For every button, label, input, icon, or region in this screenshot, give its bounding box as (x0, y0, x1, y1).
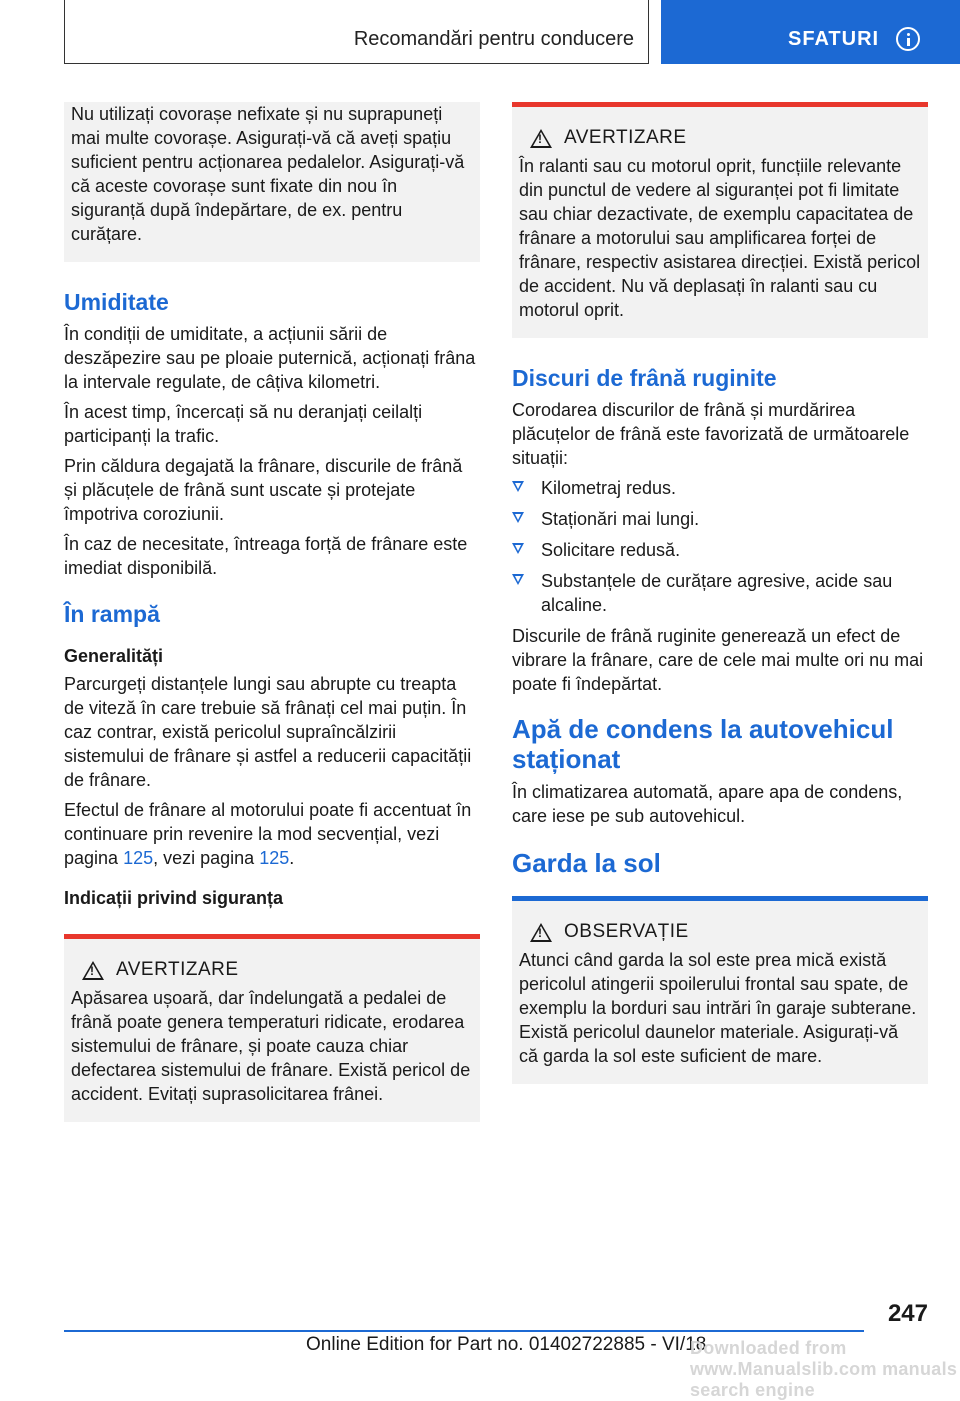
safety-heading: Indicații privind siguranța (64, 888, 284, 908)
condensation-text: În climatizarea automată, apare apa de condens, care iese pe sub autovehicul. (512, 782, 903, 826)
brake-warning-box (64, 934, 480, 1122)
floor-mat-note (64, 102, 480, 262)
list-item-text: Substanțele de curățare agresive, acide sau alcaline. (541, 571, 893, 615)
brake-warning-heading (71, 958, 473, 982)
list-item (512, 538, 928, 562)
humidity-paragraph-4: În caz de necesitate, întreaga forță de frânare este imediat disponibilă. (64, 534, 468, 578)
general-heading: Generalități (64, 646, 164, 666)
idle-warning-heading (519, 126, 921, 150)
left-column (64, 102, 480, 1122)
header-title-box (64, 0, 649, 64)
list-item (512, 569, 928, 617)
page-link-125[interactable]: 125 (123, 848, 154, 868)
clearance-notice-title: OBSERVAȚIE (564, 921, 689, 942)
idle-warning-text: În ralanti sau cu motorul oprit, funcțiile relevante din punctul de vedere al siguranței pot fi limitate sau chiar dezactivate, de exemplu capacitatea de frânare a motorului sau amplificarea forței de frânare, respectiv asistarea direcției. Există pericol de accident. Nu vă deplasați în ralanti sau cu motorul oprit. (519, 156, 921, 320)
footer-watermark: Downloaded from www.Manualslib.com manuals search engine (690, 1338, 958, 1400)
clearance-notice-heading (519, 920, 921, 944)
ground-clearance-heading: Garda la sol (512, 848, 661, 878)
clearance-notice-text: Atunci când garda la sol este prea mică există pericolul atingerii spoilerului frontal sau spate, de exemplu la borduri sau intrări în garaje subterane. Există pericolul daunelor materiale. Asigurați-vă că garda la sol este suficient de mare. (519, 950, 917, 1066)
list-item (512, 507, 928, 531)
general-paragraph-2-text-a: Efectul de frânare al motorului poate fi accentuat în continuare prin revenire la mod secvențial, vezi pagina (64, 800, 472, 868)
page-link-125-second[interactable]: 125 (259, 848, 290, 868)
warning-icon (82, 961, 104, 980)
bullet-triangle-icon (512, 543, 524, 554)
general-paragraph-2 (64, 798, 480, 870)
header-title: Recomandări pentru conducere (353, 28, 634, 50)
rust-heading: Discuri de frână ruginite (512, 365, 777, 391)
list-item-text: Staționări mai lungi. (541, 509, 700, 529)
general-paragraph-2-text-c: . (289, 848, 295, 868)
list-item (512, 476, 928, 500)
warning-icon (530, 129, 552, 148)
rust-intro: Corodarea discurilor de frână și murdărirea plăcuțelor de frână este favorizată de următoarele situații: (512, 400, 910, 468)
clearance-notice-box (512, 896, 928, 1084)
ramp-heading: În rampă (64, 601, 160, 627)
brake-warning-title: AVERTIZARE (116, 959, 239, 980)
info-icon (896, 27, 920, 51)
humidity-paragraph-2: În acest timp, încercați să nu deranjați ceilalți participanți la trafic. (64, 402, 423, 446)
humidity-paragraph-1: În condiții de umiditate, a acțiunii sării de deszăpezire sau pe ploaie puternică, acționați frâna la intervale regulate, de câțiva kilometri. (64, 324, 476, 392)
footer-rule (64, 1330, 864, 1332)
warning-icon (530, 923, 552, 942)
condensation-heading: Apă de condens la autovehicul staționat (512, 714, 894, 774)
idle-warning-box (512, 102, 928, 338)
humidity-paragraph-3: Prin căldura degajată la frânare, discurile de frână și plăcuțele de frână sunt uscate și protejate împotriva coroziunii. (64, 456, 463, 524)
rust-outro: Discurile de frână ruginite generează un efect de vibrare la frânare, care de cele mai multe ori nu mai poate fi îndepărtat. (512, 626, 924, 694)
bullet-triangle-icon (512, 481, 524, 492)
bullet-triangle-icon (512, 512, 524, 523)
right-column (512, 102, 928, 1084)
list-item-text: Kilometraj redus. (541, 478, 677, 498)
humidity-heading: Umiditate (64, 289, 169, 315)
idle-warning-title: AVERTIZARE (564, 127, 687, 148)
footer-edition: Online Edition for Part no. 01402722885 - VI/18 (306, 1334, 707, 1355)
header-section-tab (661, 0, 960, 64)
header-section-label: SFATURI (788, 28, 880, 50)
list-item-text: Solicitare redusă. (541, 540, 681, 560)
floor-mat-note-text: Nu utilizați covorașe nefixate și nu suprapuneți mai multe covorașe. Asigurați-vă că aveți spațiu suficient pentru acționarea pedalelor. Asigurați-vă că aceste covorașe sunt fixate din nou în siguranță după îndepărtare, de ex. pentru curățare. (71, 104, 465, 244)
general-paragraph-1: Parcurgeți distanțele lungi sau abrupte cu treapta de viteză în care trebuie să frânați cel mai puțin. În caz contrar, există pericolul supraîncălzirii sistemului de frânare și astfel a reducerii capacității de frânare. (64, 674, 472, 790)
bullet-triangle-icon (512, 574, 524, 585)
general-paragraph-2-text-b: , vezi pagina (153, 848, 260, 868)
rust-causes-list (512, 476, 928, 617)
brake-warning-text: Apăsarea ușoară, dar îndelungată a pedalei de frână poate genera temperaturi ridicate, erodarea sistemului de frânare, și poate cauza chiar defectarea sistemului de frânare. Există pericol de accident. Evitați suprasolicitarea frânei. (71, 988, 471, 1104)
page-number: 247 (887, 1300, 928, 1327)
